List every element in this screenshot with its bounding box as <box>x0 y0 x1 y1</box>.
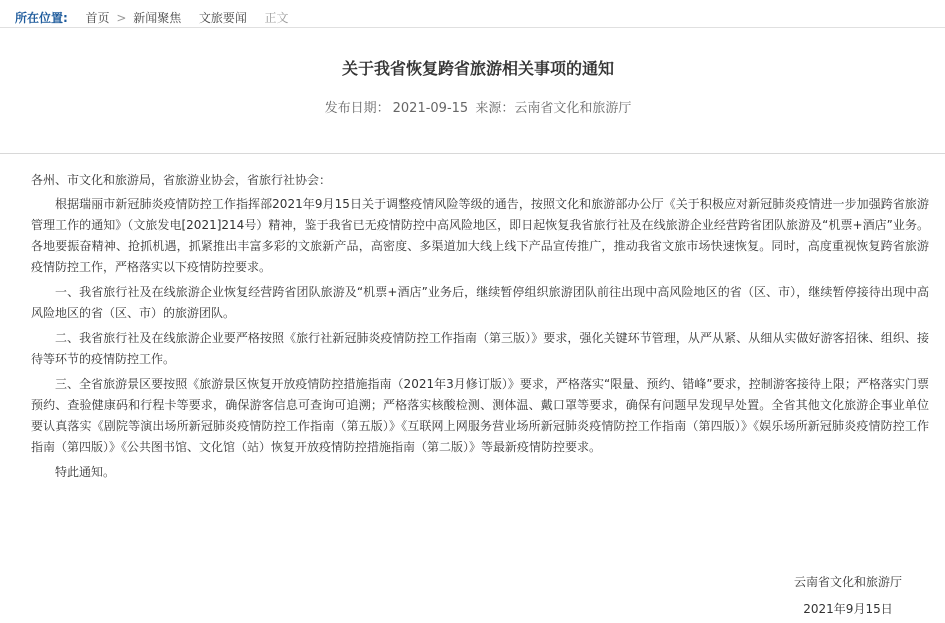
source-name: 云南省文化和旅游厅 <box>514 101 632 116</box>
breadcrumb-link-culture-tourism[interactable]: 文旅要闻 <box>198 11 247 25</box>
paragraph-item-3: 三、全省旅游景区要按照《旅游景区恢复开放疫情防控措施指南（2021年3月修订版）》要求，严格落实“限量、预约、错峰”要求，控制游客接待上限；严格落实门票预约、查验健康码和行程卡等要求，确保游客信息可查询可追溯；严格落实核酸检测、测体温、戴口罩等要求，确保有问题早发现早处置。全省其他文化旅游企事业单位要认真落实《剧院等演出场所新冠肺炎疫情防控工作指南（第五版）》《互联网上网服务营业场所新冠肺炎疫情防控工作指南（第四版）》《娱乐场所新冠肺炎疫情防控工作指南（第四版）》《公共图书馆、文化馆（站）恢复开放疫情防控措施指南（第二版）》等最新疫情防控要求。 <box>31 377 929 454</box>
signature-date: 2021年9月15日 <box>803 602 893 616</box>
closing-remark: 特此通知。 <box>55 465 116 479</box>
breadcrumb-current: 正文 <box>264 11 289 25</box>
paragraph-item-1: 一、我省旅行社及在线旅游企业恢复经营跨省团队旅游及“机票+酒店”业务后，继续暂停组织旅游团队前往出现中高风险地区的省（区、市），继续暂停接待出现中高风险地区的省（区、市）的旅游团队。 <box>31 285 929 320</box>
paragraph-intro: 根据瑞丽市新冠肺炎疫情防控工作指挥部2021年9月15日关于调整疫情风险等级的通告，按照文化和旅游部办公厅《关于积极应对新冠肺炎疫情进一步加强跨省旅游管理工作的通知》（文旅发电[2021]214号）精神，鉴于我省已无疫情防控中高风险地区，即日起恢复我省旅行社及在线旅游企业经营跨省团队旅游及“机票+酒店”业务。各地要振奋精神、抢抓机遇，抓紧推出丰富多彩的文旅新产品，高密度、多渠道加大线上线下产品宣传推广，推动我省文旅市场快速恢复。同时，高度重视恢复跨省旅游疫情防控工作，严格落实以下疫情防控要求。 <box>31 197 929 274</box>
breadcrumb-link-news[interactable]: 新闻聚焦 <box>133 11 182 25</box>
breadcrumb-label: 所在位置: <box>15 11 68 25</box>
article-body <box>31 170 929 483</box>
publish-date-label: 发布日期： <box>324 101 390 116</box>
breadcrumb-link-home[interactable]: 首页 <box>85 11 110 25</box>
article-meta <box>0 100 945 118</box>
signature-block <box>794 569 902 623</box>
salutation: 各州、市文化和旅游局，省旅游业协会，省旅行社协会： <box>31 173 332 187</box>
breadcrumb <box>15 10 289 26</box>
breadcrumb-separator: > <box>116 11 127 25</box>
publish-date: 2021-09-15 <box>392 101 469 116</box>
article-title: 关于我省恢复跨省旅游相关事项的通知 <box>341 59 614 78</box>
breadcrumb-divider <box>0 27 945 28</box>
source-label: 来源： <box>475 101 515 116</box>
signature-org: 云南省文化和旅游厅 <box>793 575 902 589</box>
header-divider <box>0 153 945 154</box>
paragraph-item-2: 二、我省旅行社及在线旅游企业要严格按照《旅行社新冠肺炎疫情防控工作指南（第三版）》要求，强化关键环节管理，从严从紧、从细从实做好游客招徕、组织、接待等环节的疫情防控工作。 <box>31 331 929 366</box>
